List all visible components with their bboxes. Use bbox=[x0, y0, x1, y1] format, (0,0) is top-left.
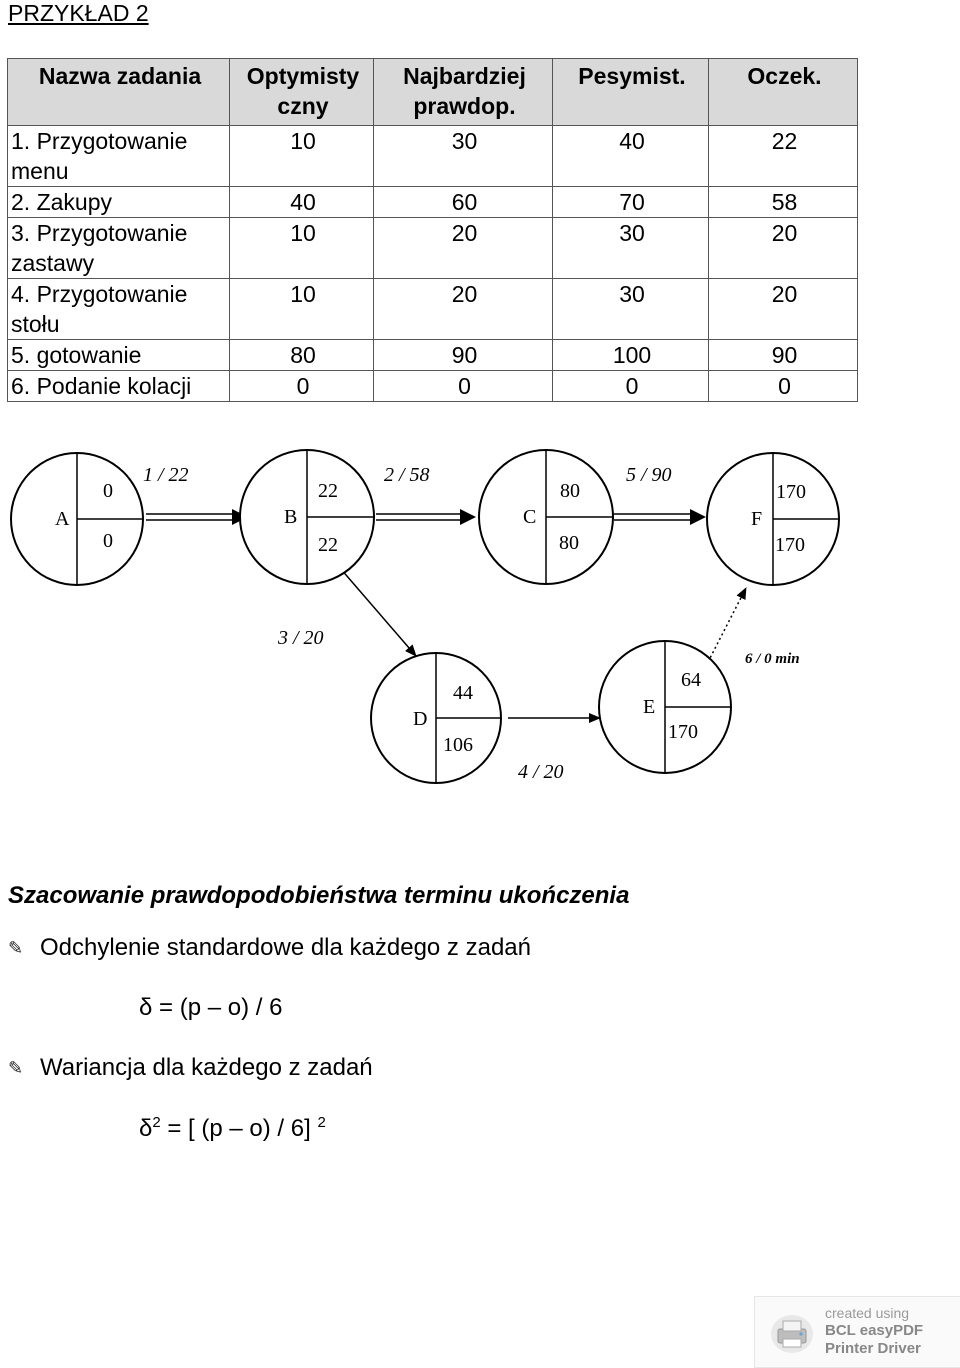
watermark-line: Printer Driver bbox=[825, 1340, 921, 1357]
task-name: 6. Podanie kolacji bbox=[8, 371, 230, 402]
pessimistic-cell: 30 bbox=[553, 218, 709, 279]
table-header-row bbox=[8, 59, 858, 126]
section-heading: Szacowanie prawdopodobieństwa terminu ukończenia bbox=[8, 882, 630, 909]
task-name: 3. Przygotowanie zastawy bbox=[8, 218, 230, 279]
node-label: D bbox=[413, 708, 428, 730]
optimistic-cell: 40 bbox=[230, 187, 374, 218]
optimistic-cell: 10 bbox=[230, 279, 374, 340]
node-label: C bbox=[523, 506, 537, 528]
node-d bbox=[371, 653, 501, 783]
node-late-time: 106 bbox=[443, 734, 473, 756]
edge-label-d-e: 4 / 20 bbox=[518, 761, 564, 783]
formula-symbol: δ bbox=[139, 1115, 153, 1142]
node-late-time: 80 bbox=[559, 532, 579, 554]
table-row bbox=[8, 126, 858, 187]
expected-cell: 0 bbox=[709, 371, 858, 402]
node-b bbox=[240, 450, 374, 584]
most-likely-cell: 90 bbox=[374, 340, 553, 371]
edge-label-b-d: 3 / 20 bbox=[278, 627, 324, 649]
edge-e-f bbox=[708, 588, 746, 662]
header-expected: Oczek. bbox=[709, 59, 858, 126]
formula-exponent: 2 bbox=[152, 1114, 161, 1131]
node-label: A bbox=[55, 508, 70, 530]
edge-a-b bbox=[146, 509, 248, 525]
edge-label-a-b: 1 / 22 bbox=[143, 464, 189, 486]
table-row bbox=[8, 218, 858, 279]
edge-label-b-c: 2 / 58 bbox=[384, 464, 430, 486]
formula-std-dev: δ = (p – o) / 6 bbox=[139, 994, 283, 1021]
node-label: B bbox=[284, 506, 298, 528]
optimistic-cell: 10 bbox=[230, 218, 374, 279]
edge-b-c bbox=[376, 509, 476, 525]
pessimistic-cell: 40 bbox=[553, 126, 709, 187]
expected-cell: 22 bbox=[709, 126, 858, 187]
bullet-text: Odchylenie standardowe dla każdego z zadań bbox=[40, 934, 531, 961]
bullet-item bbox=[8, 1054, 373, 1082]
header-optimistic: Optymisty czny bbox=[230, 59, 374, 126]
node-early-time: 44 bbox=[453, 682, 473, 704]
pessimistic-cell: 70 bbox=[553, 187, 709, 218]
pencil-icon: ✎ bbox=[8, 1057, 24, 1078]
pert-network-diagram bbox=[0, 440, 960, 800]
node-c bbox=[479, 450, 613, 584]
most-likely-cell: 30 bbox=[374, 126, 553, 187]
most-likely-cell: 0 bbox=[374, 371, 553, 402]
table-row bbox=[8, 279, 858, 340]
node-early-time: 170 bbox=[776, 481, 806, 503]
page-title: PRZYKŁAD 2 bbox=[8, 0, 149, 26]
task-name: 1. Przygotowanie menu bbox=[8, 126, 230, 187]
formula-body: = [ (p – o) / 6] bbox=[160, 1115, 311, 1142]
task-name: 5. gotowanie bbox=[8, 340, 230, 371]
pessimistic-cell: 100 bbox=[553, 340, 709, 371]
node-f bbox=[707, 453, 839, 585]
bullet-item bbox=[8, 934, 531, 962]
node-label: F bbox=[751, 508, 763, 530]
formula-exponent: 2 bbox=[317, 1114, 326, 1131]
task-table bbox=[7, 58, 858, 402]
optimistic-cell: 0 bbox=[230, 371, 374, 402]
header-pessimistic: Pesymist. bbox=[553, 59, 709, 126]
node-late-time: 0 bbox=[103, 530, 113, 552]
task-name: 4. Przygotowanie stołu bbox=[8, 279, 230, 340]
optimistic-cell: 80 bbox=[230, 340, 374, 371]
node-early-time: 64 bbox=[681, 669, 701, 691]
pessimistic-cell: 30 bbox=[553, 279, 709, 340]
expected-cell: 20 bbox=[709, 218, 858, 279]
task-name: 2. Zakupy bbox=[8, 187, 230, 218]
node-late-time: 170 bbox=[668, 721, 698, 743]
node-early-time: 22 bbox=[318, 480, 338, 502]
expected-cell: 20 bbox=[709, 279, 858, 340]
edge-label-e-f: 6 / 0 min bbox=[745, 651, 800, 667]
node-early-time: 0 bbox=[103, 480, 113, 502]
pencil-icon: ✎ bbox=[8, 937, 24, 958]
watermark bbox=[754, 1296, 960, 1368]
table-row bbox=[8, 340, 858, 371]
printer-logo-icon bbox=[769, 1313, 815, 1355]
table-row bbox=[8, 187, 858, 218]
node-e bbox=[599, 641, 731, 773]
watermark-line: created using bbox=[825, 1305, 910, 1321]
table-row bbox=[8, 371, 858, 402]
header-task-name: Nazwa zadania bbox=[8, 59, 230, 126]
node-a bbox=[11, 453, 143, 585]
expected-cell: 90 bbox=[709, 340, 858, 371]
watermark-line: BCL easyPDF bbox=[825, 1322, 924, 1339]
most-likely-cell: 20 bbox=[374, 279, 553, 340]
edge-b-d bbox=[340, 568, 416, 656]
node-early-time: 80 bbox=[560, 480, 580, 502]
optimistic-cell: 10 bbox=[230, 126, 374, 187]
most-likely-cell: 60 bbox=[374, 187, 553, 218]
node-late-time: 170 bbox=[775, 534, 805, 556]
pessimistic-cell: 0 bbox=[553, 371, 709, 402]
formula-variance bbox=[139, 1114, 326, 1143]
header-most-likely: Najbardziej prawdop. bbox=[374, 59, 553, 126]
node-label: E bbox=[643, 696, 656, 718]
expected-cell: 58 bbox=[709, 187, 858, 218]
node-late-time: 22 bbox=[318, 534, 338, 556]
most-likely-cell: 20 bbox=[374, 218, 553, 279]
edge-label-c-f: 5 / 90 bbox=[626, 464, 672, 486]
bullet-text: Wariancja dla każdego z zadań bbox=[40, 1054, 373, 1081]
edge-c-f bbox=[614, 509, 706, 525]
